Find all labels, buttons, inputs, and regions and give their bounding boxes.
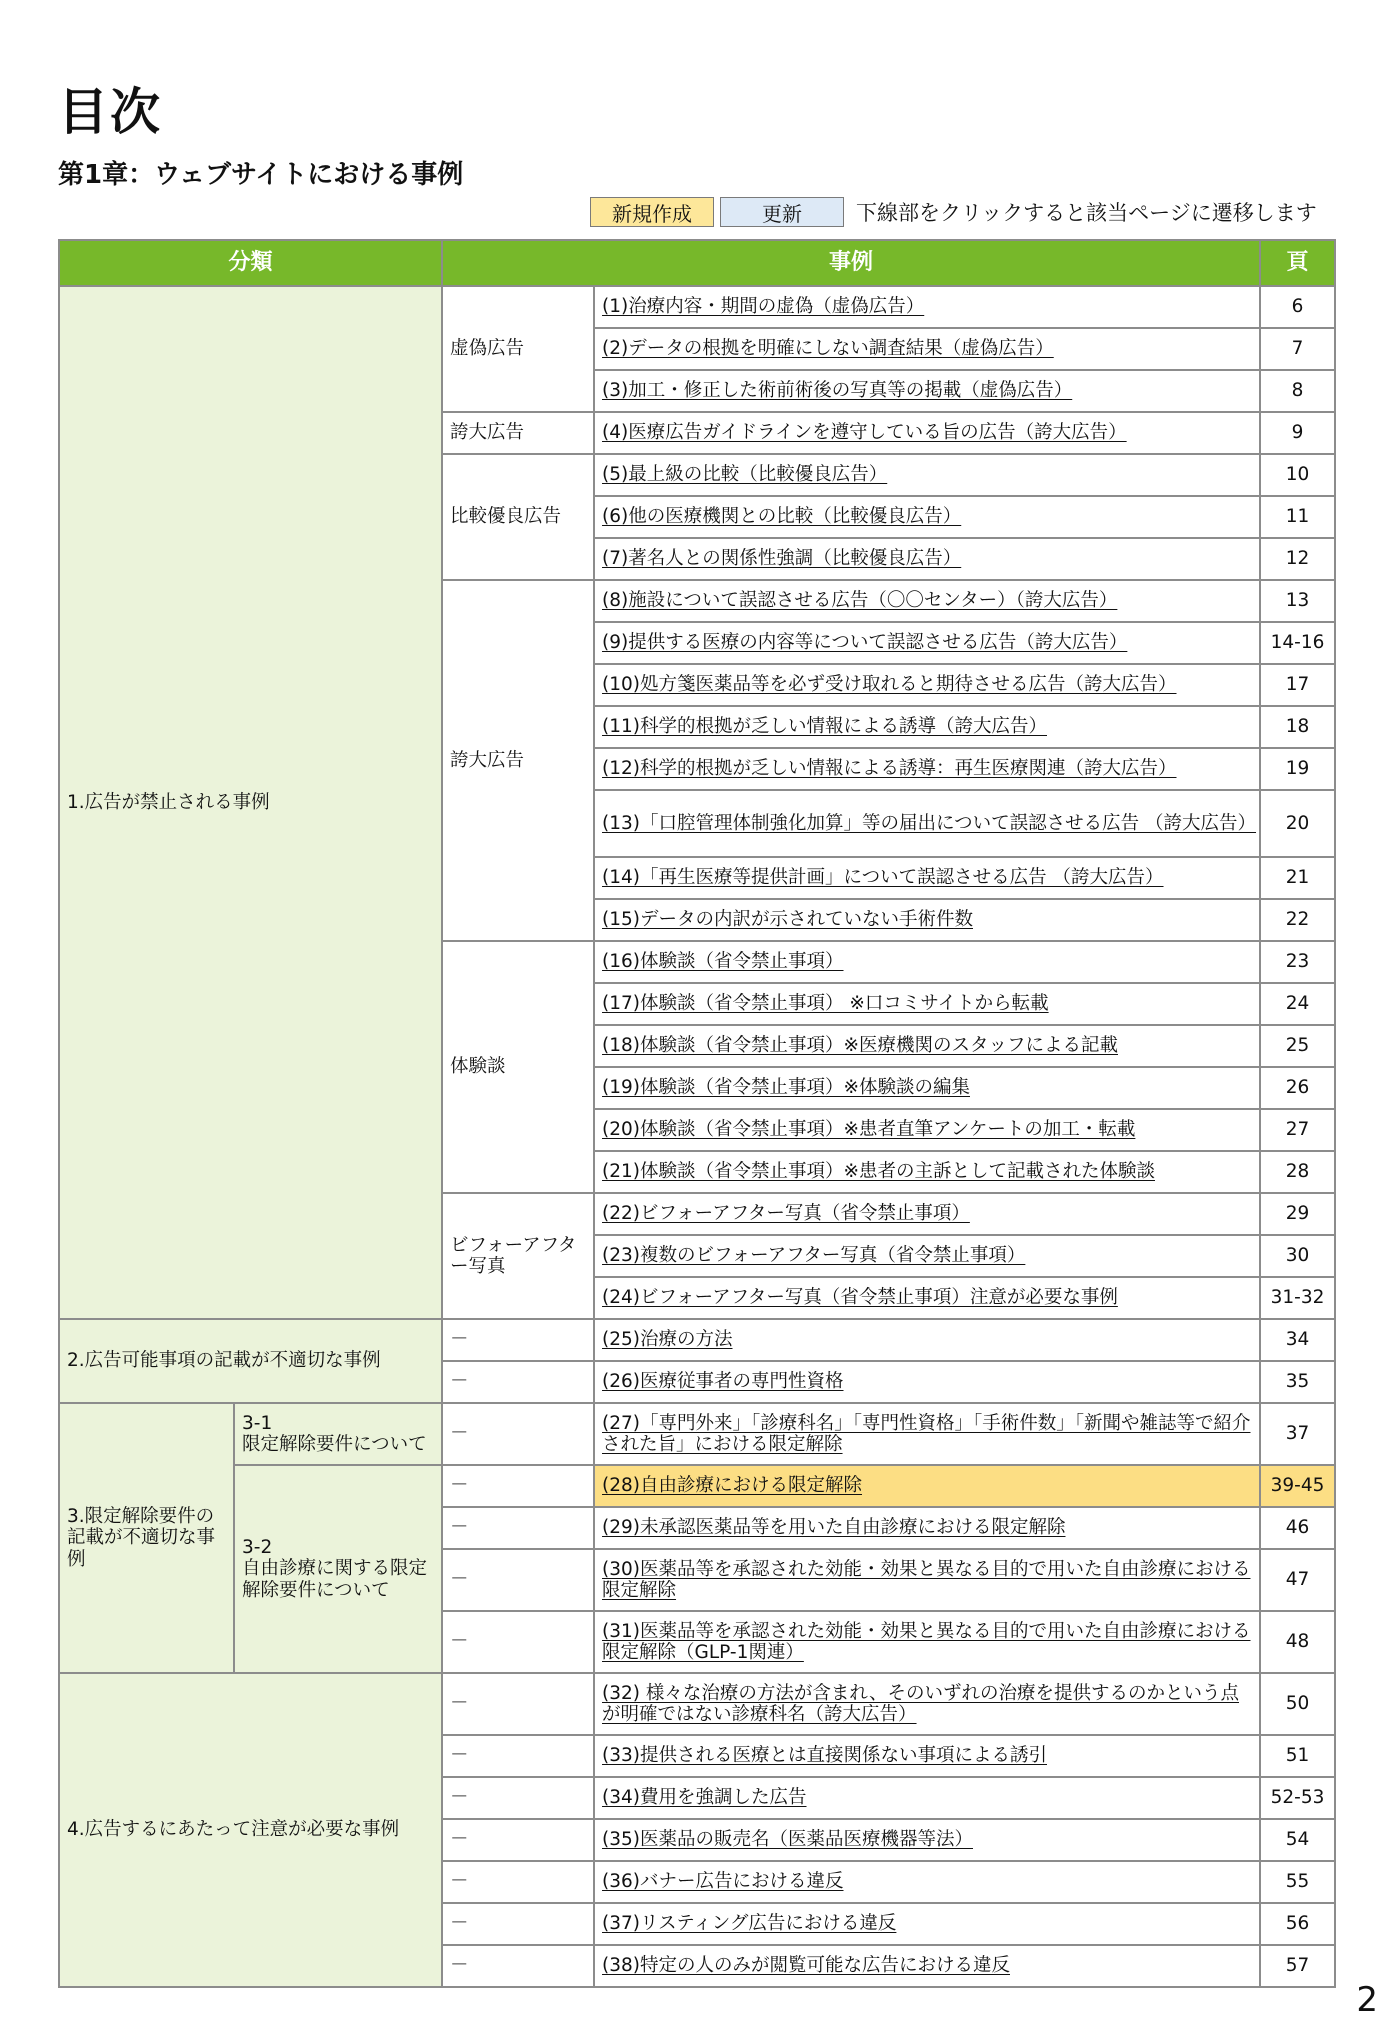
toc-page: 28 [1260, 1151, 1335, 1193]
toc-page: 37 [1260, 1403, 1335, 1465]
toc-link-16[interactable] [594, 941, 1260, 983]
toc-link-12[interactable] [594, 748, 1260, 790]
toc-page: 35 [1260, 1361, 1335, 1403]
legend [590, 196, 1317, 228]
toc-link-8[interactable] [594, 580, 1260, 622]
toc-link-label[interactable]: (21)体験談（省令禁止事項）※患者の主訴として記載された体験談 [602, 1161, 1155, 1183]
toc-link-32[interactable] [594, 1673, 1260, 1735]
group-dash: － [442, 1903, 594, 1945]
toc-page: 31-32 [1260, 1277, 1335, 1319]
toc-link-6[interactable] [594, 496, 1260, 538]
toc-page: 14-16 [1260, 622, 1335, 664]
toc-link-1[interactable] [594, 286, 1260, 328]
toc-page: 39-45 [1260, 1465, 1335, 1507]
toc-link-label[interactable]: (15)データの内訳が示されていない手術件数 [602, 909, 973, 931]
toc-page: 8 [1260, 370, 1335, 412]
chapter-title: 第1章：ウェブサイトにおける事例 [58, 160, 464, 190]
toc-link-33[interactable] [594, 1735, 1260, 1777]
toc-link-26[interactable] [594, 1361, 1260, 1403]
toc-page: 30 [1260, 1235, 1335, 1277]
toc-link-24[interactable] [594, 1277, 1260, 1319]
toc-link-label[interactable]: (33)提供される医療とは直接関係ない事項による誘引 [602, 1745, 1047, 1767]
category-3: 3.限定解除要件の記載が不適切な事例 [59, 1403, 234, 1673]
toc-page: 21 [1260, 857, 1335, 899]
toc-page: 7 [1260, 328, 1335, 370]
group-dash: － [442, 1673, 594, 1735]
toc-link-label[interactable]: (16)体験談（省令禁止事項） [602, 951, 844, 973]
toc-link-21[interactable] [594, 1151, 1260, 1193]
toc-link-17[interactable] [594, 983, 1260, 1025]
toc-link-label[interactable]: (18)体験談（省令禁止事項）※医療機関のスタッフによる記載 [602, 1035, 1118, 1057]
toc-link-label[interactable]: (12)科学的根拠が乏しい情報による誘導：再生医療関連（誇大広告） [602, 758, 1177, 780]
group-dash: － [442, 1611, 594, 1673]
toc-page: 47 [1260, 1549, 1335, 1611]
toc-row[interactable] [59, 1673, 1335, 1735]
toc-link-label[interactable]: (10)処方箋医薬品等を必ず受け取れると期待させる広告（誇大広告） [602, 674, 1177, 696]
toc-link-10[interactable] [594, 664, 1260, 706]
toc-page: 48 [1260, 1611, 1335, 1673]
subcategory-3-2: 3-2 自由診療に関する限定解除要件について [234, 1465, 442, 1673]
toc-link-label[interactable]: (38)特定の人のみが閲覧可能な広告における違反 [602, 1955, 1010, 1977]
group-dash: － [442, 1777, 594, 1819]
group-taikendan: 体験談 [442, 941, 594, 1193]
toc-link-9[interactable] [594, 622, 1260, 664]
toc-link-label[interactable]: (23)複数のビフォーアフター写真（省令禁止事項） [602, 1245, 1026, 1267]
toc-link-label[interactable]: (17)体験談（省令禁止事項） ※口コミサイトから転載 [602, 993, 1049, 1015]
toc-link-15[interactable] [594, 899, 1260, 941]
toc-header-row [59, 240, 1335, 286]
toc-row[interactable] [59, 1465, 1335, 1507]
legend-note: 下線部をクリックすると該当ページに遷移します [856, 201, 1317, 225]
toc-link-27[interactable] [594, 1403, 1260, 1465]
legend-update-badge: 更新 [720, 197, 844, 227]
toc-page: 52-53 [1260, 1777, 1335, 1819]
toc-link-label[interactable]: (20)体験談（省令禁止事項）※患者直筆アンケートの加工・転載 [602, 1119, 1136, 1141]
toc-link-label[interactable]: (29)未承認医薬品等を用いた自由診療における限定解除 [602, 1517, 1066, 1539]
toc-link-31[interactable] [594, 1611, 1260, 1673]
toc-page: 6 [1260, 286, 1335, 328]
category-2: 2.広告可能事項の記載が不適切な事例 [59, 1319, 442, 1403]
toc-page: 56 [1260, 1903, 1335, 1945]
toc-page: 50 [1260, 1673, 1335, 1735]
group-dash: － [442, 1945, 594, 1987]
toc-page: 34 [1260, 1319, 1335, 1361]
legend-new-badge: 新規作成 [590, 197, 714, 227]
group-dash: － [442, 1361, 594, 1403]
toc-link-13[interactable] [594, 790, 1260, 857]
group-kodai-1: 誇大広告 [442, 412, 594, 454]
toc-link-label[interactable]: (13)「口腔管理体制強化加算」等の届出について誤認させる広告 （誇大広告） [602, 812, 1257, 834]
toc-page: 11 [1260, 496, 1335, 538]
toc-row[interactable] [59, 286, 1335, 328]
toc-row[interactable] [59, 1319, 1335, 1361]
toc-link-label[interactable]: (22)ビフォーアフター写真（省令禁止事項） [602, 1203, 970, 1225]
toc-page: 24 [1260, 983, 1335, 1025]
toc-link-label[interactable]: (6)他の医療機関との比較（比較優良広告） [602, 506, 962, 528]
toc-page: 51 [1260, 1735, 1335, 1777]
toc-link-label[interactable]: (5)最上級の比較（比較優良広告） [602, 464, 888, 486]
toc-page: 19 [1260, 748, 1335, 790]
toc-link-20[interactable] [594, 1109, 1260, 1151]
toc-link-3[interactable] [594, 370, 1260, 412]
toc-table [58, 239, 1336, 1988]
group-dash: － [442, 1861, 594, 1903]
header-example: 事例 [442, 240, 1260, 286]
group-dash: － [442, 1319, 594, 1361]
toc-link-label[interactable]: (8)施設について誤認させる広告（〇〇センター）（誇大広告） [602, 590, 1118, 612]
toc-link-11[interactable] [594, 706, 1260, 748]
toc-link-29[interactable] [594, 1507, 1260, 1549]
toc-link-28[interactable] [594, 1465, 1260, 1507]
toc-link-label[interactable]: (36)バナー広告における違反 [602, 1871, 844, 1893]
toc-link-label[interactable]: (37)リスティング広告における違反 [602, 1913, 897, 1935]
toc-link-25[interactable] [594, 1319, 1260, 1361]
toc-link-label[interactable]: (25)治療の方法 [602, 1329, 733, 1351]
group-hikaku: 比較優良広告 [442, 454, 594, 580]
toc-page: 20 [1260, 790, 1335, 857]
toc-page: 17 [1260, 664, 1335, 706]
toc-link-label[interactable]: (14)「再生医療等提供計画」について誤認させる広告 （誇大広告） [602, 867, 1164, 889]
toc-link-19[interactable] [594, 1067, 1260, 1109]
toc-page: 27 [1260, 1109, 1335, 1151]
toc-page: 9 [1260, 412, 1335, 454]
toc-link-37[interactable] [594, 1903, 1260, 1945]
group-dash: － [442, 1403, 594, 1465]
toc-link-7[interactable] [594, 538, 1260, 580]
header-page: 頁 [1260, 240, 1335, 286]
page-title: 目次 [58, 83, 162, 141]
toc-link-label[interactable]: (27)「専門外来」「診療科名」「専門性資格」「手術件数」「新聞や雑誌等で紹介された旨」における限定解除 [602, 1412, 1251, 1455]
toc-link-label[interactable]: (7)著名人との関係性強調（比較優良広告） [602, 548, 962, 570]
toc-link-30[interactable] [594, 1549, 1260, 1611]
toc-link-18[interactable] [594, 1025, 1260, 1067]
group-before-after: ビフォーアフター写真 [442, 1193, 594, 1319]
toc-row[interactable] [59, 1403, 1335, 1465]
toc-page: 18 [1260, 706, 1335, 748]
toc-link-34[interactable] [594, 1777, 1260, 1819]
group-kyogi: 虚偽広告 [442, 286, 594, 412]
toc-page: 13 [1260, 580, 1335, 622]
page-number: 2 [1356, 1980, 1378, 2020]
category-1: 1.広告が禁止される事例 [59, 286, 442, 1319]
toc-link-label[interactable]: (24)ビフォーアフター写真（省令禁止事項）注意が必要な事例 [602, 1287, 1118, 1309]
toc-link-2[interactable] [594, 328, 1260, 370]
toc-link-38[interactable] [594, 1945, 1260, 1987]
toc-link-label[interactable]: (30)医薬品等を承認された効能・効果と異なる目的で用いた自由診療における限定解除 [602, 1558, 1251, 1601]
toc-link-4[interactable] [594, 412, 1260, 454]
header-category: 分類 [59, 240, 442, 286]
toc-page: 25 [1260, 1025, 1335, 1067]
toc-page: 22 [1260, 899, 1335, 941]
toc-link-label[interactable]: (28)自由診療における限定解除 [602, 1475, 862, 1497]
toc-link-label[interactable]: (31)医薬品等を承認された効能・効果と異なる目的で用いた自由診療における限定解除（GLP-1関連） [602, 1620, 1251, 1663]
toc-link-label[interactable]: (32) 様々な治療の方法が含まれ、そのいずれの治療を提供するのかという点が明確ではない診療科名（誇大広告） [602, 1682, 1239, 1725]
group-dash: － [442, 1549, 594, 1611]
toc-link-label[interactable]: (4)医療広告ガイドラインを遵守している旨の広告（誇大広告） [602, 422, 1127, 444]
toc-link-label[interactable]: (34)費用を強調した広告 [602, 1787, 807, 1809]
toc-link-label[interactable]: (19)体験談（省令禁止事項）※体験談の編集 [602, 1077, 970, 1099]
group-dash: － [442, 1507, 594, 1549]
subcategory-3-1: 3-1 限定解除要件について [234, 1403, 442, 1465]
toc-link-label[interactable]: (2)データの根拠を明確にしない調査結果（虚偽広告） [602, 338, 1054, 360]
toc-link-label[interactable]: (26)医療従事者の専門性資格 [602, 1371, 844, 1393]
toc-link-label[interactable]: (11)科学的根拠が乏しい情報による誘導（誇大広告） [602, 716, 1047, 738]
toc-link-5[interactable] [594, 454, 1260, 496]
toc-link-label[interactable]: (1)治療内容・期間の虚偽（虚偽広告） [602, 296, 925, 318]
toc-page: 10 [1260, 454, 1335, 496]
toc-link-22[interactable] [594, 1193, 1260, 1235]
toc-page: 29 [1260, 1193, 1335, 1235]
toc-page: 55 [1260, 1861, 1335, 1903]
toc-link-14[interactable] [594, 857, 1260, 899]
toc-link-36[interactable] [594, 1861, 1260, 1903]
toc-page: 26 [1260, 1067, 1335, 1109]
group-dash: － [442, 1465, 594, 1507]
toc-link-35[interactable] [594, 1819, 1260, 1861]
toc-page: 12 [1260, 538, 1335, 580]
toc-link-label[interactable]: (3)加工・修正した術前術後の写真等の掲載（虚偽広告） [602, 380, 1073, 402]
toc-page: 57 [1260, 1945, 1335, 1987]
toc-link-23[interactable] [594, 1235, 1260, 1277]
toc-page: 23 [1260, 941, 1335, 983]
group-dash: － [442, 1819, 594, 1861]
toc-page: 54 [1260, 1819, 1335, 1861]
toc-page: 46 [1260, 1507, 1335, 1549]
group-dash: － [442, 1735, 594, 1777]
toc-link-label[interactable]: (9)提供する医療の内容等について誤認させる広告（誇大広告） [602, 632, 1128, 654]
category-4: 4.広告するにあたって注意が必要な事例 [59, 1673, 442, 1987]
group-kodai-2: 誇大広告 [442, 580, 594, 941]
toc-link-label[interactable]: (35)医薬品の販売名（医薬品医療機器等法） [602, 1829, 973, 1851]
